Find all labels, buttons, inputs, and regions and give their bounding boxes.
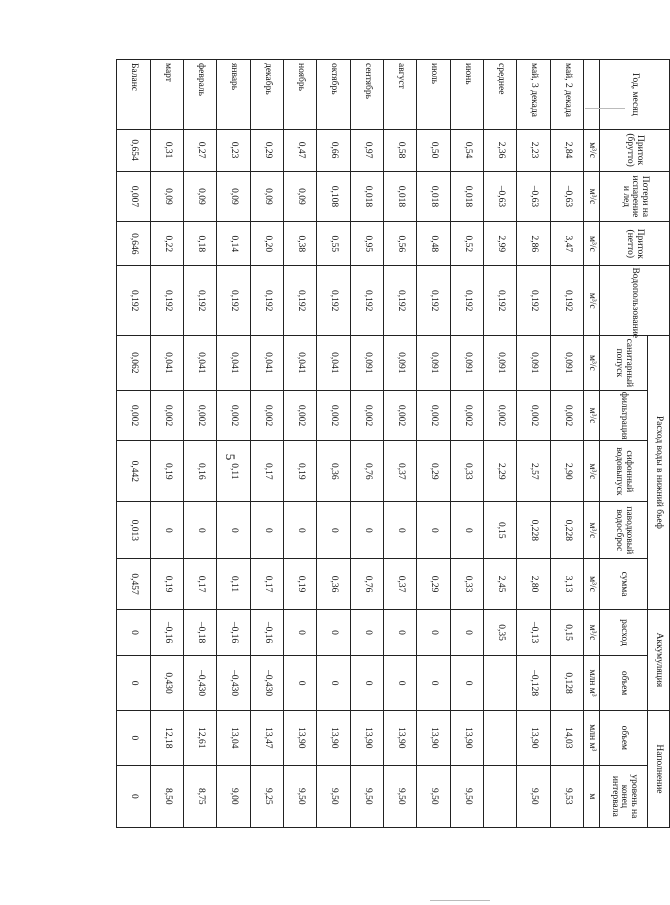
table-row: [350, 60, 383, 828]
table-row: [317, 60, 350, 828]
cell-inflow-net: 0,22: [150, 222, 183, 266]
cell-fill-volume: 13,90: [383, 710, 416, 765]
cell-sum: 0,33: [450, 559, 483, 610]
cell-spillway: 0: [250, 502, 283, 559]
cell-month: февраль: [183, 60, 216, 130]
cell-sanitary: 0,041: [317, 335, 350, 390]
cell-month: сентябрь: [350, 60, 383, 130]
cell-acc-rate: –0,16: [150, 609, 183, 655]
cell-water-use: 0,192: [383, 266, 416, 336]
cell-inflow-gross: 2,36: [483, 129, 516, 171]
unit-cell: м³/с: [584, 335, 600, 390]
cell-inflow-gross: 0,54: [450, 129, 483, 171]
cell-siphon: 0,76: [350, 441, 383, 502]
cell-sanitary: 0,041: [183, 335, 216, 390]
cell-inflow-gross: 0,23: [217, 129, 250, 171]
header-group-discharge: Расход воды в нижний бьеф: [648, 335, 670, 609]
cell-sanitary: 0,041: [217, 335, 250, 390]
cell-losses: 0,007: [117, 171, 151, 222]
cell-month: декабрь: [250, 60, 283, 130]
cell-sanitary: 0,041: [283, 335, 316, 390]
cell-fill-level: 8,75: [183, 765, 216, 827]
cell-losses: 0,018: [450, 171, 483, 222]
cell-fill-volume: [483, 710, 516, 765]
table-row: [250, 60, 283, 828]
cell-month: август: [383, 60, 416, 130]
cell-acc-volume: 0: [317, 656, 350, 711]
cell-acc-rate: 0: [417, 609, 450, 655]
cell-water-use: 0,192: [450, 266, 483, 336]
cell-inflow-gross: 0,29: [250, 129, 283, 171]
cell-filtration: 0,002: [550, 390, 583, 441]
cell-fill-level: 9,50: [450, 765, 483, 827]
page-number: 5: [223, 453, 238, 461]
cell-sanitary: 0,091: [417, 335, 450, 390]
cell-losses: –0,63: [550, 171, 583, 222]
cell-spillway: 0,228: [517, 502, 550, 559]
cell-spillway: 0: [150, 502, 183, 559]
cell-fill-volume: 13,90: [350, 710, 383, 765]
unit-cell: м³/с: [584, 222, 600, 266]
table-row: [217, 60, 250, 828]
cell-spillway: 0: [450, 502, 483, 559]
cell-losses: 0,018: [417, 171, 450, 222]
cell-spillway: 0: [317, 502, 350, 559]
cell-losses: 0,09: [283, 171, 316, 222]
cell-inflow-net: 0,56: [383, 222, 416, 266]
cell-acc-volume: –0,430: [183, 656, 216, 711]
cell-filtration: 0,002: [350, 390, 383, 441]
cell-inflow-net: 0,20: [250, 222, 283, 266]
cell-sum: 0,76: [350, 559, 383, 610]
unit-cell: м³/с: [584, 559, 600, 610]
cell-sum: 2,45: [483, 559, 516, 610]
cell-filtration: 0,002: [250, 390, 283, 441]
unit-cell: м³/с: [584, 609, 600, 655]
table-row: [150, 60, 183, 828]
margin-mark: [585, 108, 625, 109]
cell-month: июль: [417, 60, 450, 130]
cell-acc-rate: 0: [317, 609, 350, 655]
cell-siphon: 0,442: [117, 441, 151, 502]
cell-sanitary: 0,041: [150, 335, 183, 390]
header-spillway: паводковый водосброс: [600, 502, 648, 559]
header-group-accumulation: Аккумуляция: [648, 609, 670, 710]
cell-fill-level: 9,50: [350, 765, 383, 827]
cell-inflow-net: 2,86: [517, 222, 550, 266]
cell-acc-rate: 0,35: [483, 609, 516, 655]
cell-month: июнь: [450, 60, 483, 130]
cell-fill-volume: 13,90: [450, 710, 483, 765]
cell-losses: –0,63: [483, 171, 516, 222]
cell-losses: 0,09: [183, 171, 216, 222]
unit-cell: м³/с: [584, 171, 600, 222]
cell-sanitary: 0,041: [250, 335, 283, 390]
table-row: [417, 60, 450, 828]
cell-inflow-net: 0,55: [317, 222, 350, 266]
unit-cell: м³/с: [584, 441, 600, 502]
cell-fill-volume: 0: [117, 710, 151, 765]
cell-inflow-gross: 0,654: [117, 129, 151, 171]
cell-water-use: 0,192: [250, 266, 283, 336]
cell-inflow-gross: 0,97: [350, 129, 383, 171]
cell-inflow-gross: 0,27: [183, 129, 216, 171]
cell-sum: 0,17: [183, 559, 216, 610]
header-acc-rate: расход: [600, 609, 648, 655]
cell-inflow-gross: 2,84: [550, 129, 583, 171]
cell-losses: 0,09: [250, 171, 283, 222]
cell-acc-volume: –0,430: [250, 656, 283, 711]
cell-fill-volume: 14,03: [550, 710, 583, 765]
cell-month: Баланс: [117, 60, 151, 130]
cell-spillway: 0: [217, 502, 250, 559]
cell-losses: 0,018: [350, 171, 383, 222]
cell-filtration: 0,002: [150, 390, 183, 441]
cell-filtration: 0,002: [483, 390, 516, 441]
cell-month: май, 3 декада: [517, 60, 550, 130]
cell-sum: 0,19: [150, 559, 183, 610]
cell-spillway: 0,013: [117, 502, 151, 559]
table-row: [183, 60, 216, 828]
cell-month: март: [150, 60, 183, 130]
cell-sanitary: 0,091: [517, 335, 550, 390]
cell-water-use: 0,192: [150, 266, 183, 336]
cell-sum: 0,17: [250, 559, 283, 610]
table-row: [117, 60, 151, 828]
cell-filtration: 0,002: [183, 390, 216, 441]
cell-filtration: 0,002: [317, 390, 350, 441]
cell-fill-level: 9,50: [417, 765, 450, 827]
cell-inflow-net: 0,95: [350, 222, 383, 266]
cell-siphon: 2,29: [483, 441, 516, 502]
header-losses: Потери на испарение и лед: [600, 171, 670, 222]
cell-fill-volume: 12,61: [183, 710, 216, 765]
cell-water-use: 0,192: [517, 266, 550, 336]
unit-cell: м: [584, 765, 600, 827]
water-balance-table-wrapper: [116, 59, 670, 828]
cell-sanitary: 0,062: [117, 335, 151, 390]
table-row: [483, 60, 516, 828]
unit-cell: млн м³: [584, 710, 600, 765]
header-sanitary: санитарный попуск: [600, 335, 648, 390]
cell-month: ноябрь: [283, 60, 316, 130]
header-month: Год, месяц: [600, 60, 670, 130]
cell-inflow-net: 3,47: [550, 222, 583, 266]
cell-sum: 0,37: [383, 559, 416, 610]
cell-spillway: 0: [183, 502, 216, 559]
cell-inflow-gross: 0,66: [317, 129, 350, 171]
cell-acc-volume: 0: [283, 656, 316, 711]
cell-siphon: 0,33: [450, 441, 483, 502]
cell-filtration: 0,002: [217, 390, 250, 441]
cell-inflow-net: 0,52: [450, 222, 483, 266]
cell-inflow-gross: 0,47: [283, 129, 316, 171]
cell-acc-volume: 0: [417, 656, 450, 711]
cell-water-use: 0,192: [550, 266, 583, 336]
cell-sum: 0,457: [117, 559, 151, 610]
cell-fill-volume: 13,90: [417, 710, 450, 765]
cell-water-use: 0,192: [183, 266, 216, 336]
unit-cell: м³/с: [584, 390, 600, 441]
table-row: [550, 60, 583, 828]
cell-fill-volume: 12,18: [150, 710, 183, 765]
cell-filtration: 0,002: [517, 390, 550, 441]
table-row: [383, 60, 416, 828]
cell-spillway: 0: [350, 502, 383, 559]
cell-acc-volume: 0,128: [550, 656, 583, 711]
header-group-filling: Наполнение: [648, 710, 670, 827]
cell-acc-rate: 0: [383, 609, 416, 655]
cell-filtration: 0,002: [450, 390, 483, 441]
cell-filtration: 0,002: [383, 390, 416, 441]
cell-losses: 0,09: [150, 171, 183, 222]
header-fill-level: уровень на конец интервала: [600, 765, 648, 827]
header-acc-volume: объем: [600, 656, 648, 711]
cell-filtration: 0,002: [117, 390, 151, 441]
cell-sum: 0,36: [317, 559, 350, 610]
cell-inflow-gross: 0,31: [150, 129, 183, 171]
cell-month: январь: [217, 60, 250, 130]
cell-acc-rate: –0,18: [183, 609, 216, 655]
cell-inflow-net: 2,99: [483, 222, 516, 266]
cell-fill-level: 9,25: [250, 765, 283, 827]
cell-month: среднее: [483, 60, 516, 130]
header-inflow-gross: Приток (брутто): [600, 129, 670, 171]
cell-spillway: 0: [417, 502, 450, 559]
unit-cell: [584, 60, 600, 130]
cell-inflow-net: 0,646: [117, 222, 151, 266]
cell-losses: 0,108: [317, 171, 350, 222]
header-siphon: сифонный водовыпуск: [600, 441, 648, 502]
cell-inflow-gross: 0,58: [383, 129, 416, 171]
cell-water-use: 0,192: [417, 266, 450, 336]
header-water-use: Водопользование: [600, 266, 670, 336]
cell-acc-rate: 0,15: [550, 609, 583, 655]
water-balance-table: [116, 59, 670, 828]
rotated-table-container: [116, 59, 670, 828]
cell-acc-rate: 0: [450, 609, 483, 655]
cell-spillway: 0,228: [550, 502, 583, 559]
cell-fill-level: 9,50: [283, 765, 316, 827]
margin-mark: [430, 900, 490, 901]
unit-cell: м³/с: [584, 129, 600, 171]
cell-fill-level: 9,00: [217, 765, 250, 827]
header-filtration: фильтрация: [600, 390, 648, 441]
cell-siphon: 0,37: [383, 441, 416, 502]
cell-acc-volume: 0,430: [150, 656, 183, 711]
cell-acc-volume: 0: [383, 656, 416, 711]
cell-month: май, 2 декада: [550, 60, 583, 130]
cell-inflow-net: 0,14: [217, 222, 250, 266]
cell-fill-level: 0: [117, 765, 151, 827]
cell-fill-level: 8,50: [150, 765, 183, 827]
cell-acc-rate: –0,16: [250, 609, 283, 655]
table-row: [517, 60, 550, 828]
cell-sum: 0,29: [417, 559, 450, 610]
cell-siphon: 2,90: [550, 441, 583, 502]
cell-fill-level: [483, 765, 516, 827]
unit-cell: м³/с: [584, 502, 600, 559]
cell-water-use: 0,192: [317, 266, 350, 336]
cell-water-use: 0,192: [350, 266, 383, 336]
cell-siphon: 0,29: [417, 441, 450, 502]
cell-fill-volume: 13,90: [517, 710, 550, 765]
cell-sanitary: 0,091: [450, 335, 483, 390]
cell-month: октябрь: [317, 60, 350, 130]
cell-sanitary: 0,091: [550, 335, 583, 390]
cell-water-use: 0,192: [483, 266, 516, 336]
cell-inflow-gross: 0,50: [417, 129, 450, 171]
cell-fill-level: 9,50: [383, 765, 416, 827]
cell-sanitary: 0,091: [383, 335, 416, 390]
header-fill-volume: объем: [600, 710, 648, 765]
cell-filtration: 0,002: [283, 390, 316, 441]
cell-acc-rate: 0: [283, 609, 316, 655]
cell-sum: 2,80: [517, 559, 550, 610]
unit-cell: млн м³: [584, 656, 600, 711]
cell-spillway: 0,15: [483, 502, 516, 559]
cell-siphon: 2,57: [517, 441, 550, 502]
header-sum: сумма: [600, 559, 648, 610]
cell-siphon: 0,36: [317, 441, 350, 502]
cell-inflow-net: 0,18: [183, 222, 216, 266]
cell-water-use: 0,192: [217, 266, 250, 336]
table-row: [450, 60, 483, 828]
cell-water-use: 0,192: [283, 266, 316, 336]
cell-sanitary: 0,091: [350, 335, 383, 390]
cell-fill-level: 9,50: [517, 765, 550, 827]
cell-acc-volume: [483, 656, 516, 711]
cell-losses: –0,63: [517, 171, 550, 222]
cell-acc-rate: –0,13: [517, 609, 550, 655]
cell-fill-volume: 13,04: [217, 710, 250, 765]
cell-sum: 3,13: [550, 559, 583, 610]
cell-inflow-net: 0,38: [283, 222, 316, 266]
cell-spillway: 0: [283, 502, 316, 559]
cell-inflow-gross: 2,23: [517, 129, 550, 171]
cell-siphon: 0,16: [183, 441, 216, 502]
cell-acc-volume: –0,430: [217, 656, 250, 711]
cell-siphon: 0,11: [217, 441, 250, 502]
header-inflow-net: Приток (нетто): [600, 222, 670, 266]
cell-acc-volume: –0,128: [517, 656, 550, 711]
table-body: [117, 60, 584, 828]
cell-water-use: 0,192: [117, 266, 151, 336]
cell-spillway: 0: [383, 502, 416, 559]
cell-acc-volume: 0: [450, 656, 483, 711]
cell-acc-rate: 0: [350, 609, 383, 655]
cell-acc-volume: 0: [350, 656, 383, 711]
cell-acc-rate: –0,16: [217, 609, 250, 655]
table-row: [283, 60, 316, 828]
cell-fill-level: 9,53: [550, 765, 583, 827]
cell-losses: 0,018: [383, 171, 416, 222]
cell-acc-rate: 0: [117, 609, 151, 655]
cell-fill-volume: 13,90: [317, 710, 350, 765]
cell-acc-volume: 0: [117, 656, 151, 711]
cell-siphon: 0,19: [150, 441, 183, 502]
cell-inflow-net: 0,48: [417, 222, 450, 266]
cell-sum: 0,19: [283, 559, 316, 610]
cell-fill-level: 9,50: [317, 765, 350, 827]
cell-sanitary: 0,091: [483, 335, 516, 390]
cell-siphon: 0,17: [250, 441, 283, 502]
cell-fill-volume: 13,90: [283, 710, 316, 765]
unit-cell: м³/с: [584, 266, 600, 336]
cell-filtration: 0,002: [417, 390, 450, 441]
cell-siphon: 0,19: [283, 441, 316, 502]
cell-fill-volume: 13,47: [250, 710, 283, 765]
cell-sum: 0,11: [217, 559, 250, 610]
cell-losses: 0,09: [217, 171, 250, 222]
